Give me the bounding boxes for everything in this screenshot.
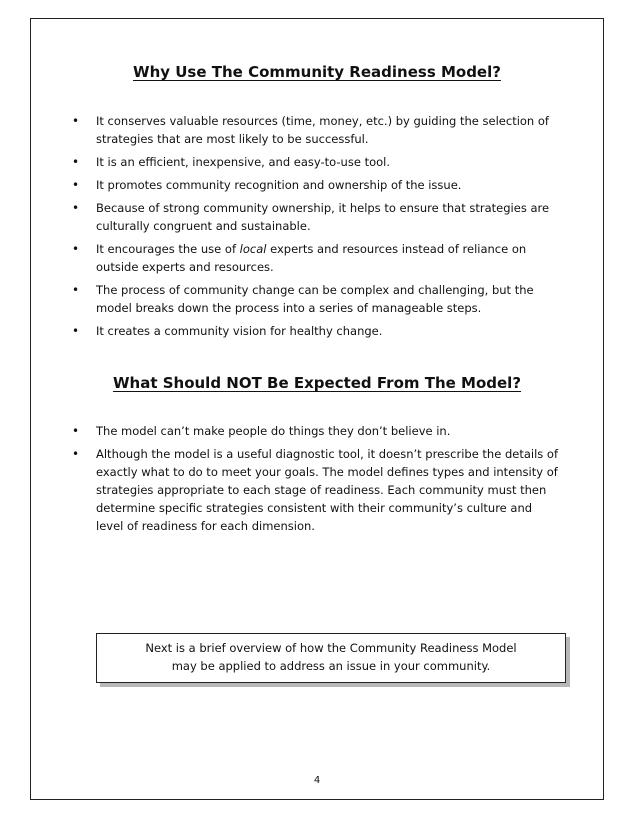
bullet-icon: • (72, 114, 80, 128)
bullet-text-emphasis: local (239, 242, 267, 256)
list-item (31, 153, 603, 171)
bullet-icon: • (72, 178, 80, 192)
bullet-icon: • (72, 201, 80, 215)
page-number: 4 (313, 775, 321, 786)
benefits-list (31, 112, 603, 345)
bullet-text-after: experts and resources instead of reliance on outside experts and resources. (96, 242, 527, 274)
list-item (31, 445, 603, 535)
section-heading-not-expected: What Should NOT Be Expected From The Model? (112, 374, 522, 392)
callout (96, 633, 566, 683)
bullet-text: It is an efficient, inexpensive, and easy-to-use tool. (96, 155, 390, 169)
bullet-icon: • (72, 324, 80, 338)
bullet-text: Because of strong community ownership, it helps to ensure that strategies are culturally congruent and sustainable. (96, 201, 550, 233)
callout-line-2: may be applied to address an issue in your community. (171, 659, 491, 673)
bullet-text: Although the model is a useful diagnostic tool, it doesn’t prescribe the details of exactly what to do to meet your goals. The model defines types and intensity of strategies appropriate to each stage of readiness. Each community must then determine specific strategies consistent with their community’s culture and level of readiness for each dimension. (96, 447, 559, 533)
bullet-icon: • (72, 283, 80, 297)
bullet-text: It promotes community recognition and ownership of the issue. (96, 178, 462, 192)
bullet-text: It creates a community vision for healthy change. (96, 324, 383, 338)
list-item (31, 176, 603, 194)
page-frame (30, 18, 604, 800)
bullet-icon: • (72, 447, 80, 461)
list-item (31, 322, 603, 340)
callout-line-1: Next is a brief overview of how the Community Readiness Model (145, 641, 517, 655)
list-item (31, 199, 603, 235)
list-item (31, 240, 603, 276)
bullet-icon: • (72, 155, 80, 169)
list-item (31, 281, 603, 317)
list-item (31, 112, 603, 148)
section-heading-why-use: Why Use The Community Readiness Model? (133, 63, 501, 81)
bullet-icon: • (72, 242, 80, 256)
bullet-text: It conserves valuable resources (time, money, etc.) by guiding the selection of strategies that are most likely to be successful. (96, 114, 549, 146)
bullet-text: The model can’t make people do things they don’t believe in. (96, 424, 451, 438)
limitations-list (31, 422, 603, 540)
callout-box (96, 633, 566, 683)
list-item (31, 422, 603, 440)
bullet-text-before: It encourages the use of (96, 242, 240, 256)
bullet-icon: • (72, 424, 80, 438)
bullet-text: The process of community change can be complex and challenging, but the model breaks down the process into a series of manageable steps. (96, 283, 534, 315)
